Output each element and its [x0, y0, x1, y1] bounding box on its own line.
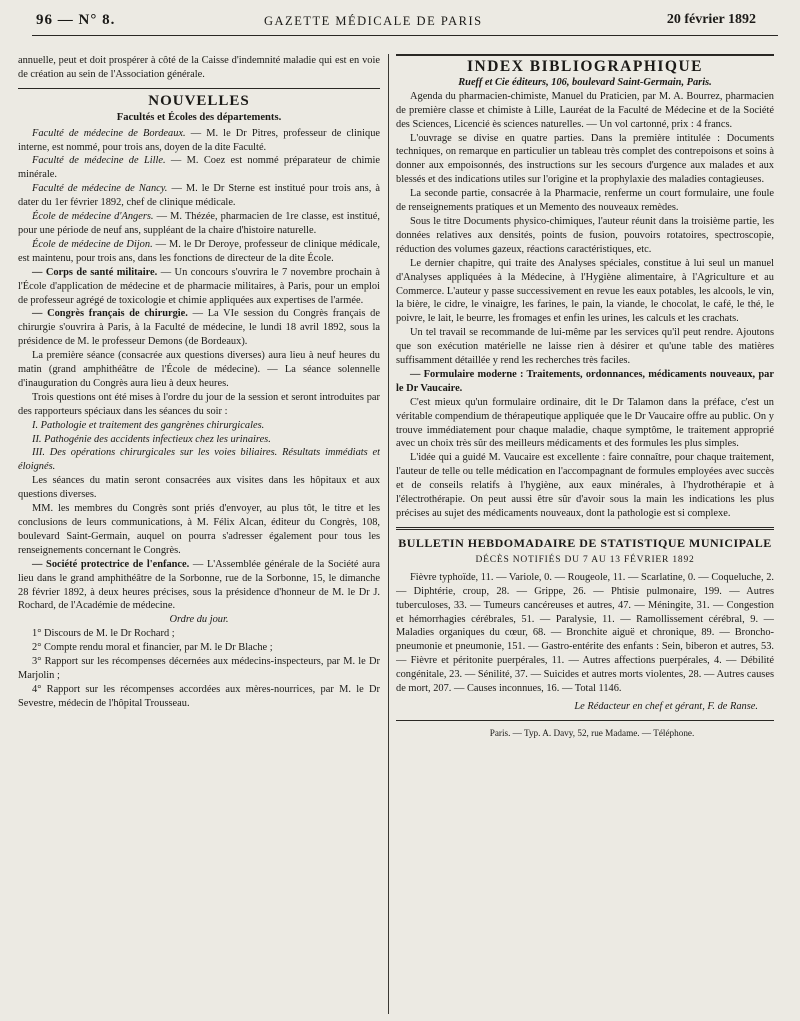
- news-paragraph: MM. les membres du Congrès sont priés d'envoyer, au plus tôt, le titre et les conclusions de leurs communications, à M. Félix Alcan, éditeur du Congrès, 108, boulevard Saint-Germain, auquel on pourra s'adresser également pour tous les renseignements concernant le Congrès.: [18, 503, 380, 556]
- news-item: — Corps de santé militaire. — Un concours s'ouvrira le 7 novembre prochain à l'École d'application de médecine et de pharmacie militaires, à Paris, pour un emploi de professeur agrégé de toxicologie et chimie appliquées aux expertises de l'armée.: [18, 266, 380, 306]
- index-title: INDEX BIBLIOGRAPHIQUE: [396, 54, 774, 74]
- index-paragraph: Le dernier chapitre, qui traite des Analyses spéciales, constitue à lui seul un manuel d'Analyses appliquées à la Médecine, à l'Hygiène alimentaire, à l'Agriculture et au Commerce. L'auteur y passe successivement en revue les eaux potables, les alcools, le vin, la bière, le cidre, le vinaigre, les farines, le pain, la viande, le chocolat, le café, le thé, le poivre, le lait, le beurre, les fromages et enfin les urines, les calculs et les crachats.: [396, 257, 774, 325]
- subsection-title: Facultés et Écoles des départements.: [116, 111, 282, 123]
- index-paragraph: Agenda du pharmacien-chimiste, Manuel du Praticien, par M. A. Bourrez, pharmacien de première classe et chimiste à Lille, Lauréat de la Faculté de Médecine et de la Société des Sciences, Licencié ès sciences naturelles. — Un vol cartonné, prix : 4 francs.: [396, 90, 774, 130]
- bulletin-rule: [396, 527, 774, 530]
- left-column: [18, 54, 380, 1014]
- index-paragraph: C'est mieux qu'un formulaire ordinaire, dit le Dr Talamon dans la préface, c'est un véritable compendium de thérapeutique appliquée que le Dr Vaucaire offre au public. On y trouve immédiatement pour chaque maladie, chaque symptôme, le traitement approprié avec un choix très sûr des meilleurs médicaments et des formules les plus simples.: [396, 396, 774, 450]
- news-paragraph: Les séances du matin seront consacrées aux visites dans les hôpitaux et aux questions diverses.: [18, 475, 380, 501]
- news-item: — Société protectrice de l'enfance. — L'Assemblée générale de la Société aura lieu dans le grand amphithéâtre de la Sorbonne, rue de la Sorbonne, 15, le dimanche 28 février 1892, à deux heures précises, sous la présidence d'honneur de M. le Dr J. Rochard, de l'Académie de médecine.: [18, 558, 380, 612]
- page-header: [14, 8, 778, 34]
- news-item: Faculté de médecine de Bordeaux. — M. le Dr Pitres, professeur de clinique interne, est nommé, pour trois ans, doyen de la dite Faculté.: [18, 127, 380, 153]
- right-column: [396, 54, 774, 1014]
- news-item: École de médecine de Dijon. — M. le Dr Deroye, professeur de clinique médicale, est maintenu, pour trois ans, dans les fonctions de directeur de la dite École.: [18, 238, 380, 264]
- index-paragraph: L'ouvrage se divise en quatre parties. Dans la première intitulée : Documents techniques, on remarque en particulier un tableau très complet des contrepoisons et soins à donner aux empoisonnés, des instructions sur les secours d'urgence aux malades et aux blessés et des indications utiles sur l'origine et la prophylaxie des maladies contagieuses.: [396, 132, 774, 186]
- publisher-line: Rueff et Cie éditeurs, 106, boulevard Saint-Germain, Paris.: [458, 76, 712, 88]
- agenda-item: 4° Rapport sur les récompenses accordées aux mères-nourrices, par M. le Dr Sevestre, médecin de l'hôpital Trousseau.: [18, 683, 380, 709]
- intro-paragraph: annuelle, peut et doit prospérer à côté de la Caisse d'indemnité maladie qui est en voie de création au sein de l'Association générale.: [18, 55, 380, 80]
- section-rule: [18, 88, 380, 89]
- index-heading: — Formulaire moderne : Traitements, ordonnances, médicaments nouveaux, par le Dr Vaucaire.: [396, 368, 774, 394]
- agenda-item: 1° Discours de M. le Dr Rochard ;: [32, 628, 175, 640]
- issue-date: 20 février 1892: [666, 12, 756, 27]
- index-paragraph: La seconde partie, consacrée à la Pharmacie, renferme un court formulaire, une foule de renseignements pratiques et un Memento des nouveaux remèdes.: [396, 188, 774, 214]
- bulletin-title: BULLETIN HEBDOMADAIRE DE STATISTIQUE MUNICIPALE: [398, 535, 772, 550]
- index-paragraph: Un tel travail se recommande de lui-même par les services qu'il peut rendre. Ajoutons que son exécution matérielle ne laisse rien à désirer et qu'une table des matières suffisamment détaillée y rend les recherches très faciles.: [396, 327, 774, 367]
- news-paragraph: La première séance (consacrée aux questions diverses) aura lieu à neuf heures du matin (grand amphithéâtre de l'École de médecine). — La séance solennelle d'inauguration du Congrès aura lieu à deux heures.: [18, 350, 380, 389]
- printer-imprint: Paris. — Typ. A. Davy, 52, rue Madame. — Téléphone.: [489, 727, 695, 738]
- editor-signature: Le Rédacteur en chef et gérant, F. de Ranse.: [574, 700, 758, 712]
- page-number: 96 — N° 8.: [36, 12, 116, 28]
- news-item: Faculté de médecine de Nancy. — M. le Dr Sterne est institué pour trois ans, à dater du 1er février 1892, chef de clinique médicale.: [18, 183, 380, 209]
- agenda-title: Ordre du jour.: [169, 614, 229, 626]
- agenda-list: [18, 627, 380, 710]
- question-item: III. Des opérations chirurgicales sur les voies biliaires. Résultats immédiats et éloignés.: [18, 447, 380, 473]
- news-item: École de médecine d'Angers. — M. Thézée, pharmacien de 1re classe, est institué, pour une période de neuf ans, suppléant de la chaire d'histoire naturelle.: [18, 211, 380, 236]
- journal-title: GAZETTE MÉDICALE DE PARIS: [264, 14, 483, 28]
- news-item: Faculté de médecine de Lille. — M. Coez est nommé préparateur de chimie minérale.: [18, 155, 380, 181]
- imprint-rule: [396, 720, 774, 721]
- agenda-item: 2° Compte rendu moral et financier, par M. le Dr Blache ;: [32, 642, 273, 654]
- news-paragraph: Trois questions ont été mises à l'ordre du jour de la session et seront introduites par des rapporteurs spéciaux dans les séances du soir :: [18, 391, 380, 417]
- column-divider: [388, 54, 389, 1014]
- bulletin-subtitle: DÉCÈS NOTIFIÉS DU 7 AU 13 FÉVRIER 1892: [475, 554, 695, 565]
- news-item: — Congrès français de chirurgie. — La VIe session du Congrès français de chirurgie s'ouvrira à Paris, à la Faculté de médecine, le lundi 18 avril 1892, sous la présidence de M. le professeur Demons (de Bordeaux).: [18, 308, 380, 348]
- index-paragraph: L'idée qui a guidé M. Vaucaire est excellente : faire connaître, pour chaque traitement, l'auteur de telle ou telle médication en l'accompagnant de formules employées avec succès et de conseils relatifs à l'hygiène, aux eaux minérales, à l'hydrothérapie et à l'électrothérapie. On peut aussi être sûr d'avoir sous la main les indications les plus précises au sujet des médicaments nouveaux, dont la pathologie est si complexe.: [396, 452, 774, 519]
- agenda-item: 3° Rapport sur les récompenses décernées aux médecins-inspecteurs, par M. le Dr Marjolin ;: [18, 656, 380, 681]
- bulletin-body: Fièvre typhoïde, 11. — Variole, 0. — Rougeole, 11. — Scarlatine, 0. — Coqueluche, 2. — Diphtérie, croup, 28. — Grippe, 26. — Phtisie pulmonaire, 199. — Autres tuberculoses, 33. — Tumeurs cancéreuses et autres, 47. — Méningite, 31. — Congestion et hémorrhagies cérébrales, 51. — Paralysie, 11. — Ramollissement cérébral, 9. — Maladies organiques du cœur, 68. — Bronchite aiguë et chronique, 89. — Broncho-pneumonie et pneumonie, 151. — Gastro-entérite des enfants : Sein, biberon et autres, 53. — Fièvre et péritonite puerpérales, 11. — Autres affections puerpérales, 4. — Débilité congénitale, 23. — Sénilité, 37. — Suicides et autres morts violentes, 28. — Autres causes de mort, 207. — Causes inconnues, 16. — Total 1146.: [396, 571, 774, 695]
- question-item: II. Pathogénie des accidents infectieux chez les urinaires.: [32, 433, 271, 445]
- question-item: I. Pathologie et traitement des gangrènes chirurgicales.: [32, 419, 265, 431]
- section-title-nouvelles: NOUVELLES: [148, 92, 250, 109]
- header-rule: [32, 35, 778, 36]
- index-paragraph: Sous le titre Documents physico-chimiques, l'auteur réunit dans la troisième partie, les données relatives aux densités, points de fusion, pouvoirs rotatoires, spectroscopie, réduction des volumes gazeux, réactions caractéristiques, etc.: [396, 215, 774, 255]
